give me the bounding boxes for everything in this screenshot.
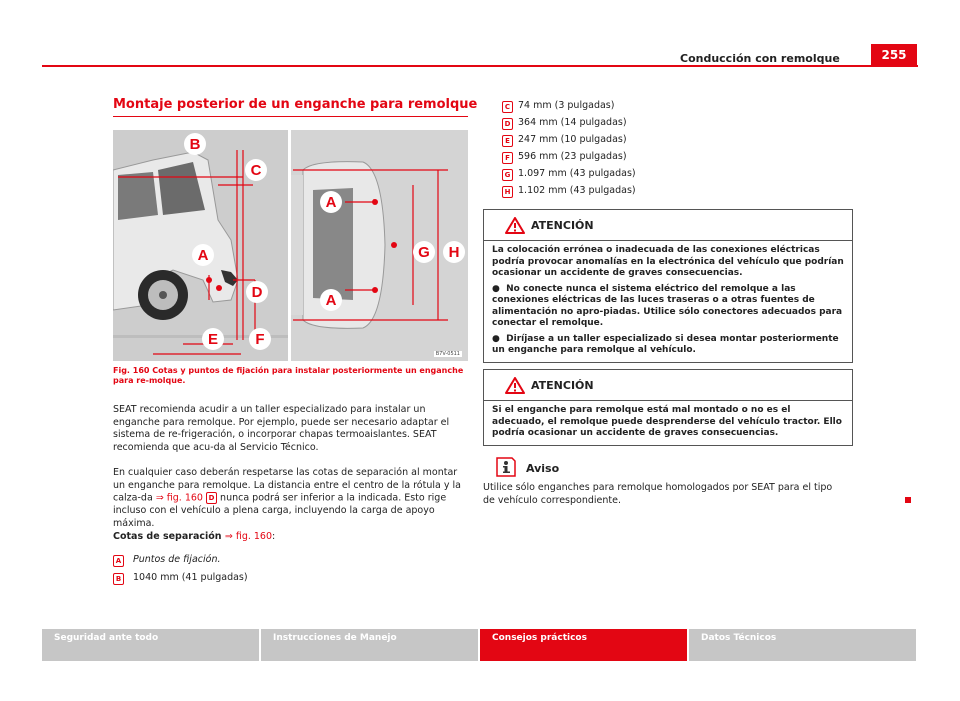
fig-label-A-bottom (320, 289, 342, 311)
svg-text:F: F (255, 331, 265, 348)
section-end-marker (905, 497, 911, 503)
page-number: 255 (871, 44, 917, 66)
svg-text:C: C (250, 162, 262, 179)
dim-text: 74 mm (3 pulgadas) (518, 100, 615, 111)
svg-text:A: A (197, 247, 209, 264)
warning-box-1 (483, 209, 853, 363)
figure-160 (113, 130, 468, 361)
figure-caption (113, 366, 468, 386)
warning-title: ATENCIÓN (531, 219, 594, 232)
warning-bullet-item (492, 334, 844, 357)
dim-text: 247 mm (10 pulgadas) (518, 134, 627, 145)
dims-heading-text: Cotas de separación (113, 531, 222, 542)
fig-label-D (246, 281, 268, 303)
bullet-icon: ● (492, 333, 500, 344)
warning-text: Si el enganche para remolque está mal montado o no es el adecuado, el remolque puede desprenderse del vehículo tractor. Ello podría ocasionar un accidente de graves consecuencias. (492, 405, 842, 438)
bullet-icon: ● (492, 283, 500, 294)
dim-text: 1.097 mm (43 pulgadas) (518, 168, 636, 179)
svg-text:B: B (189, 136, 201, 153)
dim-badge: E (502, 135, 513, 147)
warning-header (484, 210, 852, 241)
fig-label-A (192, 244, 214, 266)
info-note-icon (495, 456, 517, 478)
dim-text: Puntos de fijación. (133, 554, 221, 565)
caption-label: Fig. 160 (113, 366, 150, 375)
dim-badge: F (502, 152, 513, 164)
dims-heading (113, 531, 468, 544)
dim-badge: A (113, 555, 124, 567)
note-text: Utilice sólo enganches para remolque homologados por SEAT para el tipo de vehículo correspondiente. (483, 482, 833, 506)
footer-nav (42, 629, 918, 661)
footer-tab-practical-tips[interactable]: Consejos prácticos (480, 629, 687, 661)
warning-header (484, 370, 852, 401)
dim-badge: G (502, 169, 513, 181)
dim-badge: H (502, 186, 513, 198)
section-title: Montaje posterior de un enganche para remolque (113, 97, 478, 112)
footer-tab-operation[interactable]: Instrucciones de Manejo (261, 629, 478, 661)
warning-title: ATENCIÓN (531, 379, 594, 392)
fig-label-G (413, 241, 435, 263)
paragraph-2-end: nunca podrá ser inferior a la indicada. Esto rige incluso con el vehículo a plena carga, incluyendo la carga de apoyo máxima. (113, 492, 447, 529)
fig-label-B (184, 133, 206, 155)
warning-bullet-text: No conecte nunca el sistema eléctrico del remolque a las conexiones eléctricas de las luces traseras o a otras fuentes de alimentación no apro-piadas. Utilice sólo conectores adecuados para conectar el remolque. (492, 283, 843, 328)
svg-text:G: G (418, 244, 430, 261)
inline-badge-D: D (206, 492, 217, 504)
svg-text:H: H (448, 244, 460, 261)
paragraph-1: SEAT recomienda acudir a un taller especializado para instalar un enganche para remolque. Por ejemplo, puede ser necesario adaptar el sistema de re-frigeración, o incorporar chapas termoaislantes. SEAT recomienda que acu-da al Servicio Técnico. (113, 404, 450, 453)
svg-text:E: E (207, 331, 219, 348)
caption-text: Cotas y puntos de fijación para instalar posteriormente un enganche para re-molque. (113, 366, 464, 385)
fig-label-A-top (320, 191, 342, 213)
dim-text: 364 mm (14 pulgadas) (518, 117, 627, 128)
warning-body (484, 401, 852, 445)
fig-label-H (443, 241, 465, 263)
warning-body (484, 241, 852, 362)
svg-text:A: A (325, 292, 337, 309)
paragraph-2-start: En cualquier caso deberán respetarse las cotas de separación al montar un enganche para remolque. La distancia entre el centro de la rótula y la calza-da (113, 467, 461, 504)
fig-label-E (202, 328, 224, 350)
header-rule (42, 65, 918, 67)
svg-text:D: D (251, 284, 263, 301)
dim-text: 1040 mm (41 pulgadas) (133, 572, 248, 583)
section-rule (113, 116, 468, 117)
tow-hitch-diagram (113, 130, 468, 361)
footer-tab-technical-data[interactable]: Datos Técnicos (689, 629, 916, 661)
dim-badge: B (113, 573, 124, 585)
warning-triangle-icon (505, 377, 525, 394)
paragraph-2 (113, 467, 468, 530)
footer-tab-safety[interactable]: Seguridad ante todo (42, 629, 259, 661)
warning-triangle-icon (505, 217, 525, 234)
warning-box-2 (483, 369, 853, 446)
dim-text: 1.102 mm (43 pulgadas) (518, 185, 636, 196)
dim-text: 596 mm (23 pulgadas) (518, 151, 627, 162)
svg-text:A: A (325, 194, 337, 211)
note-title: Aviso (526, 462, 560, 475)
figure-ref-link[interactable]: ⇒ fig. 160 (155, 492, 203, 504)
warning-text: La colocación errónea o inadecuada de las conexiones eléctricas podría provocar anomalías en la electrónica del vehículo que podrían ocasionar un accidente de graves consecuencias. (492, 245, 844, 278)
dim-badge: D (502, 118, 513, 130)
fig-label-C (245, 159, 267, 181)
dims-colon: : (272, 531, 276, 542)
warning-bullet-text: Diríjase a un taller especializado si desea montar posteriormente un enganche para remolque al vehículo. (492, 333, 839, 355)
running-header-title: Conducción con remolque (680, 52, 840, 65)
fig-label-F (249, 328, 271, 350)
dim-badge: C (502, 101, 513, 113)
dims-figure-ref-link[interactable]: ⇒ fig. 160 (224, 531, 273, 542)
figure-code: B7V-0511 (435, 351, 460, 357)
warning-bullet-item (492, 284, 844, 330)
